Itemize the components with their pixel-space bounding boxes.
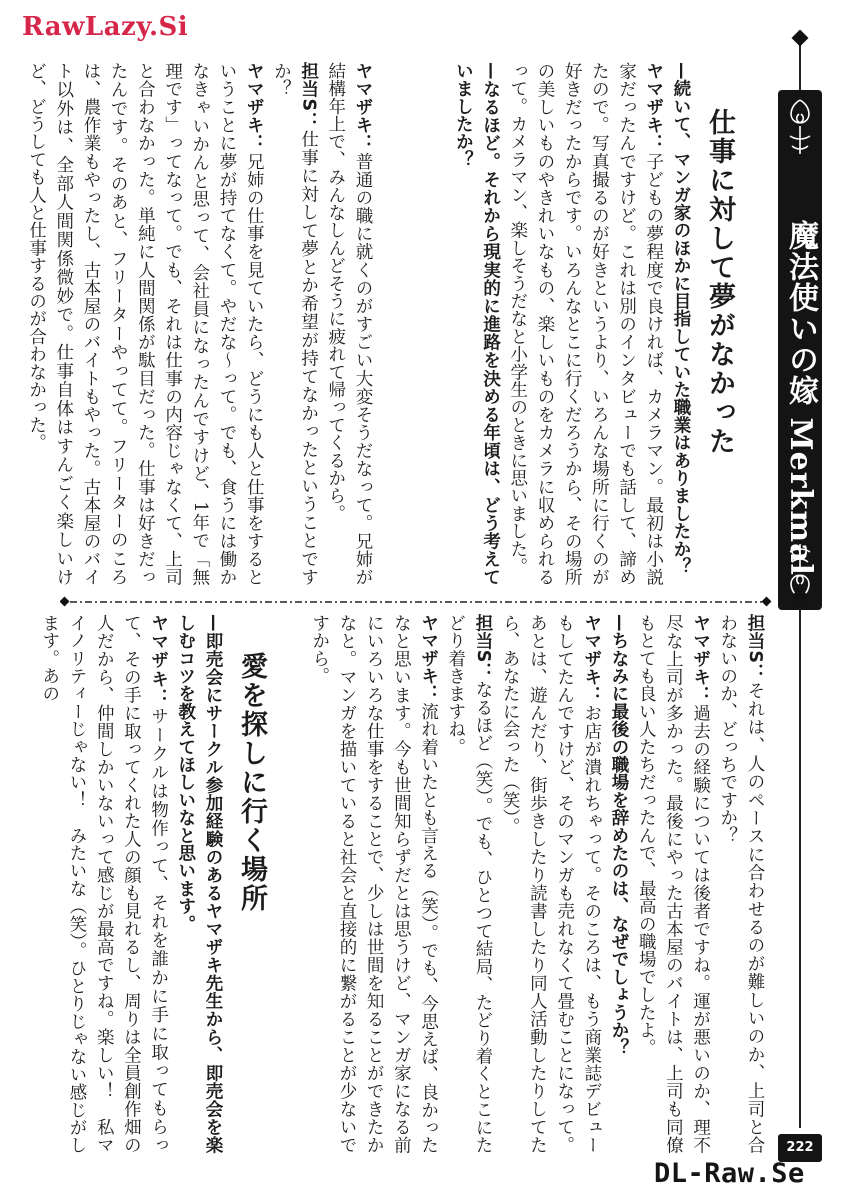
answer (442, 614, 496, 1154)
speaker: ヤマザキ： (148, 614, 169, 708)
watermark-top: RawLazy.Si (22, 12, 189, 42)
book-title: 魔法使いの嫁 Merkmal (783, 220, 818, 576)
diamond-ornament-top (792, 30, 809, 47)
question: —なるほど。それから現実的に進路を決める年頃は、どう考えていましたか？ (453, 62, 501, 586)
answer-text: お店が潰れちゃって。そのころは、もう商業誌デビューもしてたんですけど、そのマンガも売れなくて畳むことになって。あとは、遊んだり、街歩きしたり読書したり同人活動したりしてたら、あなたに会った（笑）。 (500, 614, 602, 1155)
answer (504, 62, 667, 586)
answer (632, 614, 714, 1154)
speaker: ヤマザキ： (353, 62, 373, 153)
answer (322, 62, 376, 586)
speaker: ヤマザキ： (643, 62, 664, 153)
answer-text: 流れ着いたとも言える（笑）。でも、今思えば、良かったなと思います。今も世間知らずだとは思うけど、マンガ家になる前にいろいろな仕事をすることで、少しは世間を知ることができたかなと。マンガを描いていると社会と直接的に繋がることが少ないですから。 (309, 614, 439, 1155)
top-text-block-1 (368, 62, 694, 586)
answer-text: 子どもの夢程度で良ければ、カメラマン。最初は小説家だったんですけど。これは別のインタビューでも話して、諦めたので。写真撮るのが好きというより、いろんな場所に行くのが好きだったからです。いろんなとこに行くだろうから、その場所の美しいものやきれいなもの、楽しいものをカメラに収められるって。カメラマン、楽しそうだなと小学生のときに思いました。 (507, 62, 664, 587)
answer (306, 614, 442, 1154)
question: —即売会にサークル参加経験のあるヤマザキ先生から、即売会を楽しむコツを教えてほしいなと思います。 (175, 614, 223, 1154)
answer-text: それは、人のペースに合わせるのが難しいのか、上司と合わないのか、どっちですか？ (717, 614, 765, 1155)
speaker: ヤマザキ： (690, 614, 711, 705)
answer-text: 過去の経験については後者ですね。運が悪いのか、理不尽な上司が多かった。最後にやった古本屋のバイトは、上司も同僚もとても良い人たちだったんで、最高の職場でしたよ。 (636, 614, 711, 1155)
speaker: ヤマザキ： (581, 614, 602, 705)
sidebar-line-bottom (799, 608, 801, 1128)
answer (36, 614, 172, 1154)
bottom-text-block-2 (39, 614, 226, 1154)
top-text-block-2 (26, 62, 376, 587)
bottom-text-block-1 (286, 614, 768, 1154)
speaker: 担当S： (745, 614, 765, 682)
watermark-bottom: DL-Raw.Se (654, 1158, 805, 1189)
section-heading-top: 仕事に対して夢がなかった (704, 108, 735, 456)
answer (496, 614, 605, 1154)
answer (22, 62, 267, 586)
answer (714, 614, 768, 1154)
answer-text: 兄姉の仕事を見ていたら、どうにも人と仕事をするということに夢が持てなくて。やだな〜って。でも、食うには働かなきゃいかんと思って、会社員になったんですけど、1年で「無理です」ってなって。でも、それは仕事の内容じゃなくて、上司と合わなかった。単純に人間関係が駄目だった。仕事は好きだったんです。そのあと、フリーターやってて。フリーターのころは、農作業もやったし、古本屋のバイトもやった。古本屋のバイト以外は、全部人間関係微妙で。仕事自体はすんごく楽しいけど、どうしても人と仕事するのが合わなかった。 (26, 62, 265, 587)
speaker: ヤマザキ： (244, 62, 265, 153)
sidebar (778, 38, 822, 1168)
question: —ちなみに最後の職場を辞めたのは、なぜでしょうか？ (608, 614, 629, 1057)
answer (267, 62, 321, 586)
question: —続いて、マンガ家のほかに目指していた職業はありましたか？ (671, 62, 691, 576)
answer-text: サークルは物作って、それを誰かに手に取ってもらって、その手に取ってくれた人の顔も見れるし、周りは全員創作畑の人だから、仲間しかいないって感じが最高ですね。楽しい！ 私マイノリティーじゃない！ みたいな（笑）。ひとりじゃない感じがします。あの (39, 614, 169, 1154)
speaker: 担当S： (472, 614, 493, 681)
speaker: 担当S： (298, 62, 319, 131)
answer-text: なるほど（笑）。でも、ひとつて結局、たどり着くとこにたどり着きますね。 (445, 614, 493, 1154)
section-heading-bottom: 愛を探しに行く場所 (236, 652, 267, 913)
scroll-ornament-icon (782, 96, 818, 158)
speaker: ヤマザキ： (418, 614, 439, 703)
title-banner (778, 90, 822, 610)
page-number: 222 (778, 1134, 822, 1162)
answer-text: 仕事に対して夢とか希望が持てなかったということですか？ (271, 62, 319, 587)
section-divider (60, 596, 772, 608)
answer-text: 普通の職に就くのがすごい大変そうだなって。兄姉が結構年上で、みんなしんどそうに疲れて帰ってくるから。 (325, 62, 373, 587)
